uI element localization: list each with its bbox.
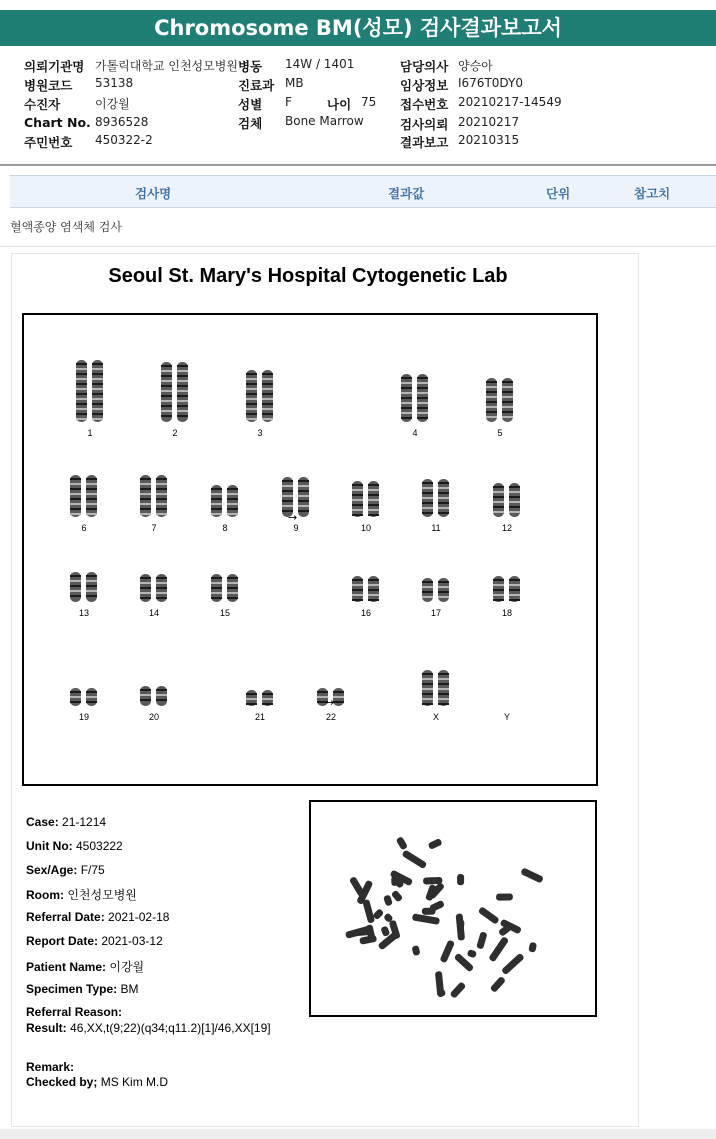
chromosome-pair-6 <box>68 475 100 517</box>
referral-date-line: Referral Date: 2021-02-18 <box>26 910 170 924</box>
code-value: 53138 <box>95 76 134 90</box>
checked-line: Checked by; MS Kim M.D <box>26 1075 169 1089</box>
receipt-value: 20210217-14549 <box>458 95 562 109</box>
resident-label: 주민번호 <box>24 135 73 150</box>
chromosome-pair-19 <box>68 688 100 706</box>
chromosome-label-20: 20 <box>148 712 159 722</box>
dept-value: MB <box>285 76 304 90</box>
chromosome-label-18: 18 <box>501 608 512 618</box>
specimen-label: 검체 <box>238 116 263 131</box>
hospital-label: 의뢰기관명 <box>24 59 85 74</box>
metaphase-spread <box>309 800 597 1017</box>
chromosome-label-3: 3 <box>257 428 263 438</box>
metaphase-image <box>311 802 595 1015</box>
chromosome-pair-8 <box>209 485 241 517</box>
code-label: 병원코드 <box>24 78 73 93</box>
ward-value: 14W / 1401 <box>285 57 355 71</box>
clinical-value: I676T0DY0 <box>458 76 523 90</box>
chromosome-pair-5 <box>484 378 516 422</box>
specimen-value: Bone Marrow <box>285 114 364 128</box>
doctor-value: 양승아 <box>458 59 493 73</box>
room-line: Room: 인천성모병원 <box>26 888 137 902</box>
sex-value: F <box>285 95 292 109</box>
chromosome-pair-14 <box>138 574 170 602</box>
chromosome-pair-13 <box>68 572 100 602</box>
chromosome-label-19: 19 <box>78 712 89 722</box>
ward-label: 병동 <box>238 59 263 74</box>
hospital-value: 가톨릭대학교 인천성모병원 <box>95 59 238 73</box>
chromosome-label-Y: Y <box>503 712 510 722</box>
result-date-label: 결과보고 <box>400 135 449 150</box>
patient-label: 수진자 <box>24 97 61 112</box>
chromosome-label-7: 7 <box>151 523 157 533</box>
chromosome-pair-15 <box>209 574 241 602</box>
chromosome-pair-17 <box>420 578 452 602</box>
chromosome-label-8: 8 <box>222 523 228 533</box>
chromosome-label-21: 21 <box>254 712 265 722</box>
col-unit: 단위 <box>546 186 571 201</box>
chromosome-pair-X <box>420 670 452 706</box>
unit-line: Unit No: 4503222 <box>26 839 123 853</box>
chromosome-label-12: 12 <box>501 523 512 533</box>
request-label: 검사의뢰 <box>400 117 449 132</box>
chromosome-label-13: 13 <box>78 608 89 618</box>
footer-bar <box>0 1129 716 1139</box>
arrow-chromosome-9: → <box>288 511 298 524</box>
chromosome-label-10: 10 <box>360 523 371 533</box>
chromosome-pair-18 <box>491 576 523 602</box>
chromosome-label-5: 5 <box>497 428 503 438</box>
chromosome-pair-2 <box>159 362 191 422</box>
chromosome-pair-21 <box>244 690 276 706</box>
chart-label: Chart No. <box>24 115 91 130</box>
chromosome-pair-3 <box>244 370 276 422</box>
col-reference: 참고치 <box>634 186 671 201</box>
receipt-label: 접수번호 <box>400 97 449 112</box>
chromosome-label-6: 6 <box>81 523 87 533</box>
specimen-type-line: Specimen Type: BM <box>26 982 139 996</box>
chart-value: 8936528 <box>95 115 149 129</box>
doctor-label: 담당의사 <box>400 59 449 74</box>
result-line: Result: 46,XX,t(9;22)(q34;q11.2)[1]/46,XX[19] <box>26 1021 271 1035</box>
chromosome-pair-7 <box>138 475 170 517</box>
col-result: 결과값 <box>388 186 425 201</box>
chromosome-label-17: 17 <box>430 608 441 618</box>
chromosome-label-4: 4 <box>412 428 418 438</box>
test-name: 혈액종양 염색체 검사 <box>10 220 122 234</box>
chromosome-label-X: X <box>432 712 439 722</box>
age-label: 나이 <box>327 97 352 112</box>
lab-title: Seoul St. Mary's Hospital Cytogenetic Lab <box>108 265 508 287</box>
chromosome-pair-4 <box>399 374 431 422</box>
referral-reason-line: Referral Reason: <box>26 1005 123 1019</box>
chromosome-label-22: 22 <box>325 712 336 722</box>
divider <box>0 246 716 247</box>
request-value: 20210217 <box>458 115 520 129</box>
report-date-line: Report Date: 2021-03-12 <box>26 934 163 948</box>
col-test-name: 검사명 <box>135 186 172 201</box>
resident-value: 450322-2 <box>95 133 153 147</box>
chromosome-pair-1 <box>74 360 106 422</box>
sex-label: 성별 <box>238 97 263 112</box>
patient-name-line: Patient Name: 이강월 <box>26 960 145 974</box>
clinical-label: 임상정보 <box>400 78 449 93</box>
karyogram <box>22 313 598 786</box>
sexage-line: Sex/Age: F/75 <box>26 863 105 877</box>
chromosome-pair-12 <box>491 483 523 517</box>
case-line: Case: 21-1214 <box>26 815 107 829</box>
remark-line: Remark: <box>26 1060 75 1074</box>
patient-value: 이강월 <box>95 97 130 111</box>
chromosome-pair-20 <box>138 686 170 706</box>
dept-label: 진료과 <box>238 78 275 93</box>
report-title: Chromosome BM(성모) 검사결과보고서 <box>0 10 716 46</box>
chromosome-label-2: 2 <box>172 428 178 438</box>
chromosome-label-1: 1 <box>87 428 93 438</box>
chromosome-label-11: 11 <box>431 523 441 533</box>
chromosome-pair-10 <box>350 481 382 517</box>
patient-info <box>0 54 716 166</box>
arrow-chromosome-22: → <box>325 696 335 709</box>
result-date-value: 20210315 <box>458 133 520 147</box>
chromosome-pair-11 <box>420 479 452 517</box>
chromosome-label-14: 14 <box>148 608 159 618</box>
results-table-header <box>10 175 716 208</box>
chromosome-label-15: 15 <box>219 608 230 618</box>
age-value: 75 <box>361 95 377 109</box>
chromosome-pair-16 <box>350 576 382 602</box>
chromosome-label-16: 16 <box>360 608 371 618</box>
chromosome-label-9: 9 <box>293 523 299 533</box>
